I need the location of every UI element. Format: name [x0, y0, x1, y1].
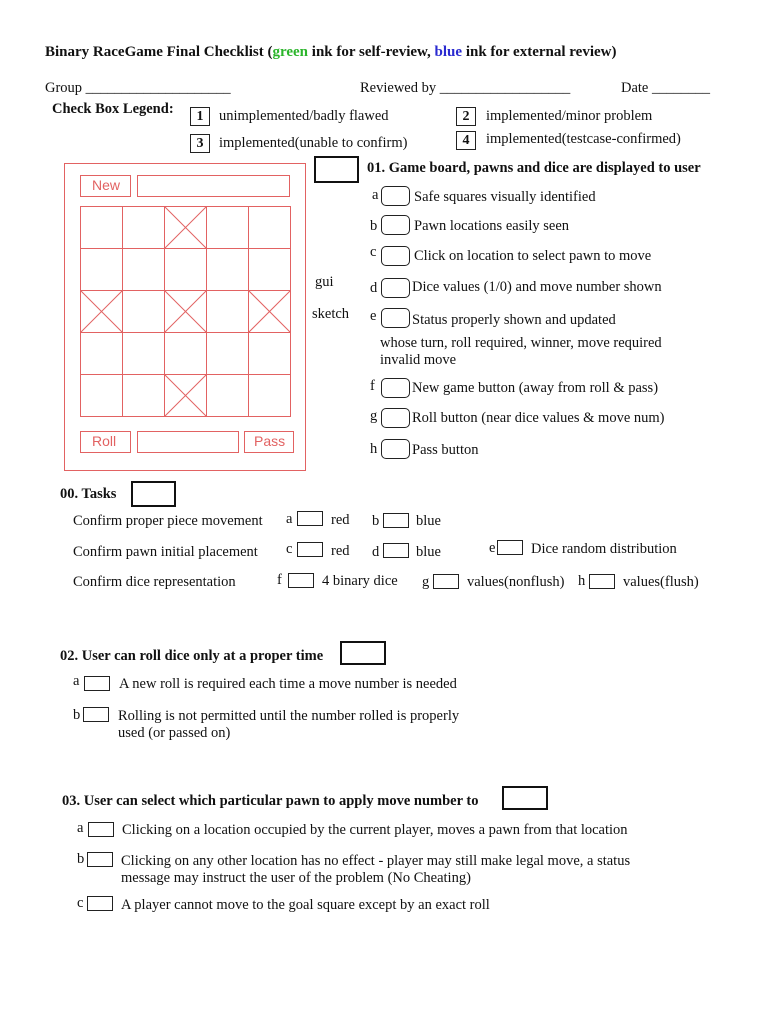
tasks-title: 00. Tasks — [60, 486, 117, 502]
title-post: ink for external review) — [462, 44, 617, 60]
s01-f-letter: f — [370, 378, 375, 394]
legend-title: Check Box Legend: — [52, 101, 174, 117]
s03-b-letter: b — [77, 851, 85, 867]
task-a-letter: a — [286, 511, 293, 527]
title-pre: Binary RaceGame Final Checklist ( — [45, 44, 273, 60]
legend-box-1: 1 — [190, 107, 210, 126]
sketch-new-label: New — [92, 177, 121, 193]
s01-f-text: New game button (away from roll & pass) — [412, 380, 659, 396]
s01-e-letter: e — [370, 308, 377, 324]
task-d-checkbox[interactable] — [383, 543, 409, 558]
s01-e-detail-2: invalid move — [380, 352, 457, 368]
task-b-letter: b — [372, 513, 380, 529]
task-h-letter: h — [578, 573, 586, 589]
sketch-roll-label: Roll — [92, 433, 117, 449]
s02-b-letter: b — [73, 707, 81, 723]
s01-e-detail-1: whose turn, roll required, winner, move required — [380, 335, 662, 351]
title-green-word: green — [272, 44, 309, 60]
sketch-board-grid — [80, 206, 291, 417]
legend-text-3: implemented(unable to confirm) — [219, 135, 408, 151]
s03-a-letter: a — [77, 820, 84, 836]
s01-h-text: Pass button — [412, 442, 479, 458]
sketch-pass-label: Pass — [254, 433, 286, 449]
task-e-letter: e — [489, 540, 496, 556]
sketch-dice-field — [137, 431, 239, 453]
s01-h-letter: h — [370, 441, 378, 457]
legend-text-2: implemented/minor problem — [486, 108, 653, 124]
s01-e-text: Status properly shown and updated — [412, 312, 616, 328]
gui-label: gui — [315, 274, 334, 290]
legend-box-2: 2 — [456, 107, 476, 126]
s01-g-checkbox[interactable] — [381, 408, 410, 428]
task-g-text: values(nonflush) — [467, 574, 565, 590]
section03-title: 03. User can select which particular pawn to apply move number to — [62, 793, 479, 809]
task-b-text: blue — [416, 513, 441, 529]
task-h-text: values(flush) — [623, 574, 699, 590]
s01-f-checkbox[interactable] — [381, 378, 410, 398]
task-g-checkbox[interactable] — [433, 574, 459, 589]
s03-a-checkbox[interactable] — [88, 822, 114, 837]
s01-b-checkbox[interactable] — [381, 215, 410, 235]
s02-a-checkbox[interactable] — [84, 676, 110, 691]
task-a-text: red — [331, 512, 350, 528]
s01-e-checkbox[interactable] — [381, 308, 410, 328]
task-c-checkbox[interactable] — [297, 542, 323, 557]
s03-b-checkbox[interactable] — [87, 852, 113, 867]
s01-a-letter: a — [372, 187, 379, 203]
s01-b-letter: b — [370, 218, 378, 234]
s02-a-letter: a — [73, 673, 80, 689]
s02-a-text: A new roll is required each time a move number is needed — [119, 676, 457, 692]
s01-a-checkbox[interactable] — [381, 186, 410, 206]
section02-score-box[interactable] — [340, 641, 386, 665]
s01-d-letter: d — [370, 280, 378, 296]
section01-score-box[interactable] — [314, 156, 359, 183]
s03-a-text: Clicking on a location occupied by the current player, moves a pawn from that location — [122, 822, 628, 838]
s01-c-checkbox[interactable] — [381, 246, 410, 266]
legend-box-3: 3 — [190, 134, 210, 153]
s01-c-letter: c — [370, 244, 377, 260]
tasks-row3-label: Confirm dice representation — [73, 574, 236, 590]
s01-g-text: Roll button (near dice values & move num) — [412, 410, 665, 426]
section03-score-box[interactable] — [502, 786, 548, 810]
task-f-text: 4 binary dice — [322, 573, 398, 589]
legend-text-1: unimplemented/badly flawed — [219, 108, 389, 124]
legend-box-4: 4 — [456, 131, 476, 150]
s02-b-checkbox[interactable] — [83, 707, 109, 722]
tasks-row2-label: Confirm pawn initial placement — [73, 544, 258, 560]
s01-b-text: Pawn locations easily seen — [414, 218, 570, 234]
tasks-score-box[interactable] — [131, 481, 176, 507]
sketch-label: sketch — [312, 306, 350, 322]
task-d-text: blue — [416, 544, 441, 560]
task-e-checkbox[interactable] — [497, 540, 523, 555]
s03-b-text-cont: message may instruct the user of the problem (No Cheating) — [121, 870, 471, 886]
s03-c-checkbox[interactable] — [87, 896, 113, 911]
title-mid: ink for self-review, — [308, 44, 435, 60]
section01-title: 01. Game board, pawns and dice are displayed to user — [367, 160, 701, 176]
task-c-text: red — [331, 543, 350, 559]
tasks-row1-label: Confirm proper piece movement — [73, 513, 263, 529]
s01-d-checkbox[interactable] — [381, 278, 410, 298]
title-blue-word: blue — [434, 44, 463, 60]
task-b-checkbox[interactable] — [383, 513, 409, 528]
s02-b-text: Rolling is not permitted until the number rolled is properly — [118, 708, 460, 724]
s02-b-text-cont: used (or passed on) — [118, 725, 231, 741]
task-h-checkbox[interactable] — [589, 574, 615, 589]
s01-a-text: Safe squares visually identified — [414, 189, 596, 205]
s01-c-text: Click on location to select pawn to move — [414, 248, 652, 264]
s03-c-text: A player cannot move to the goal square except by an exact roll — [121, 897, 490, 913]
task-f-checkbox[interactable] — [288, 573, 314, 588]
page-title — [45, 44, 616, 61]
task-f-letter: f — [277, 572, 282, 588]
sketch-status-field — [137, 175, 290, 197]
task-e-text: Dice random distribution — [531, 541, 677, 557]
s01-h-checkbox[interactable] — [381, 439, 410, 459]
task-a-checkbox[interactable] — [297, 511, 323, 526]
s01-g-letter: g — [370, 408, 378, 424]
task-c-letter: c — [286, 541, 293, 557]
legend-text-4: implemented(testcase-confirmed) — [486, 131, 681, 147]
s03-b-text: Clicking on any other location has no effect - player may still make legal move, a status — [121, 853, 631, 869]
section02-title: 02. User can roll dice only at a proper time — [60, 648, 324, 664]
s01-d-text: Dice values (1/0) and move number shown — [412, 279, 662, 295]
task-g-letter: g — [422, 574, 430, 590]
date-field[interactable]: Date ________ — [621, 80, 710, 96]
s03-c-letter: c — [77, 895, 84, 911]
task-d-letter: d — [372, 544, 380, 560]
reviewed-by-field[interactable]: Reviewed by __________________ — [360, 80, 571, 96]
group-field[interactable]: Group ____________________ — [45, 80, 231, 96]
